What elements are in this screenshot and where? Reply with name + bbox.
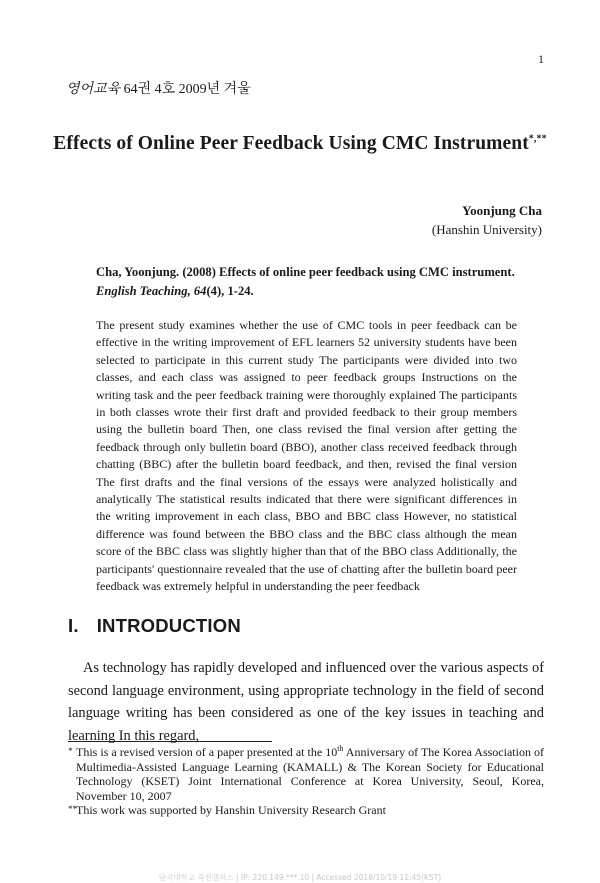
section-heading: [68, 615, 241, 637]
section-number: I.: [68, 615, 79, 636]
section-title: INTRODUCTION: [96, 615, 241, 636]
citation-journal: English Teaching, 64: [96, 284, 207, 298]
author-name: Yoonjung Cha: [462, 203, 542, 218]
footnotes: [68, 745, 544, 818]
paper-title: [0, 133, 600, 155]
footnote-divider: [68, 741, 272, 742]
footnote-1-mark: *: [68, 746, 73, 756]
page-number: 1: [538, 52, 544, 66]
footnote-1-text-end: Anniversary of The Korea Association of Multimedia-Assisted Language Learning (KAMALL) & The Korean Society for Educational Technology (KSET) Joint International Conference at Korea University, Seoul, Korea, November 10, 2007: [76, 745, 544, 803]
footnote-2-mark: **: [68, 804, 77, 815]
footnote-1-superscript: th: [337, 744, 344, 753]
access-watermark: 단국대학교 죽전캠퍼스 | IP: 220.149.***.10 | Accessed 2018/10/19 11:45(KST): [158, 873, 442, 882]
paper-title-text: Effects of Online Peer Feedback Using CMC Instrument: [53, 133, 529, 154]
author-block: [432, 201, 542, 239]
footnote-1-text-start: This is a revised version of a paper presented at the 10: [76, 745, 338, 759]
citation: [96, 263, 516, 301]
journal-name: 영어교육: [66, 82, 121, 97]
abstract: The present study examines whether the use of CMC tools in peer feedback can be effective in the writing improvement of EFL learners 52 university students have been selected to participate in this current study The participants were divided into two classes, and each class was assigned to peer feedback groups Instructions on the writing task and the peer feedback training were thoroughly explained The participants in both classes wrote their first draft and provided feedback to their group members using the bulletin board Then, one class revised the final version after getting the feedback through only bulletin board (BBO), another class received feedback through chatting (BBC) after the bulletin board feedback, and then, revised the final version The first drafts and the final versions of the essays were analyzed holistically and analytically The statistical results indicated that there were significant differences in the writing improvement in each class, BBO and BBC class However, no statistical difference was found between the BBO class and the BBC class although the mean score of the BBC class was slightly higher than that of the BBO class Additionally, the participants' questionnaire revealed that the use of chatting after the bulletin board peer feedback was extremely helpful in understanding the peer feedback: [96, 318, 517, 594]
citation-issue-pages: (4), 1-24.: [206, 284, 254, 298]
footnote-2: [68, 803, 544, 818]
journal-header: [66, 78, 251, 98]
citation-line: Cha, Yoonjung. (2008) Effects of online peer feedback using CMC instrument.: [96, 265, 515, 279]
intro-paragraph: As technology has rapidly developed and influenced over the various aspects of second language environment, using appropriate technology in the field of second language writing has been considered as one of the key issues in teaching and learning In this regard,: [68, 660, 544, 744]
footnote-1: [68, 745, 544, 803]
footnote-2-text: This work was supported by Hanshin University Research Grant: [76, 803, 386, 818]
author-affiliation: (Hanshin University): [431, 222, 542, 237]
title-footnote-marks: *,**: [528, 133, 547, 145]
journal-issue: 64권 4호 2009년 겨울: [123, 82, 251, 97]
